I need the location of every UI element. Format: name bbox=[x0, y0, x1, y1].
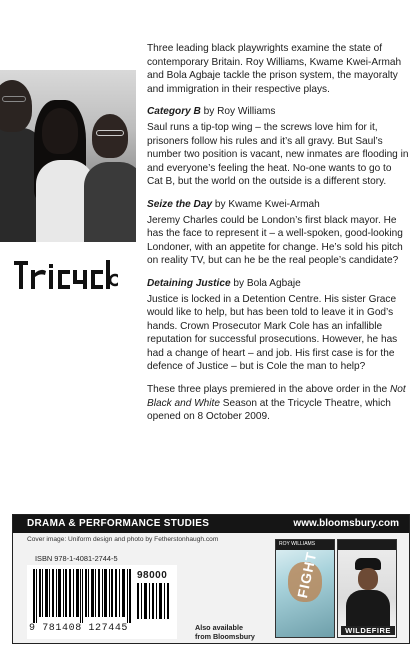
person-right-body bbox=[84, 162, 136, 242]
person-left-head bbox=[0, 80, 32, 132]
back-cover-text bbox=[147, 42, 409, 433]
isbn-label: ISBN 978-1-4081-2744-5 bbox=[35, 554, 118, 563]
play-author: by Roy Williams bbox=[200, 106, 276, 118]
play-blurb-category-b: Saul runs a tip-top wing – the screws love him for it, prisoners follow his rules and it’s all gravy. But Saul’s number two position is vacant, new inmates are flooding in and everyone’s feeling the heat. No-one wants to go to Cat B, but the world on the outside is a different story. bbox=[147, 121, 409, 188]
also-available-line2: from Bloomsbury bbox=[195, 632, 255, 641]
barcode-box bbox=[27, 565, 177, 639]
book-title: WILDEFIRE bbox=[341, 626, 395, 635]
glasses-left bbox=[2, 96, 26, 102]
person-right-head bbox=[92, 114, 128, 158]
book-top-bar bbox=[338, 540, 396, 550]
also-available-line1: Also available bbox=[195, 623, 243, 632]
play-heading-detaining-justice bbox=[147, 277, 409, 291]
price-barcode-icon bbox=[137, 583, 171, 619]
footer-band bbox=[12, 514, 410, 644]
book-illustration-body bbox=[346, 590, 390, 630]
play-heading-seize-the-day bbox=[147, 198, 409, 212]
premiere-after: Season at the Tricycle Theatre, which opened on 8 October 2009. bbox=[147, 397, 391, 423]
glasses-right bbox=[96, 130, 124, 136]
premiere-before: These three plays premiered in the above order in the bbox=[147, 384, 390, 396]
book-top-label: ROY WILLIAMS bbox=[279, 541, 316, 547]
play-blurb-seize-the-day: Jeremy Charles could be London’s first black mayor. He has the face to represent it – a well-spoken, good-looking Londoner, with an appetite for change. He’s sold his pitch on reality TV, but can he be the real people’s candidate? bbox=[147, 214, 403, 267]
cover-credit: Cover image: Uniform design and photo by Fetherstonhaugh.com bbox=[27, 536, 219, 543]
category-label: DRAMA & PERFORMANCE STUDIES bbox=[27, 518, 210, 529]
footer-bar bbox=[13, 515, 409, 533]
play-title: Detaining Justice bbox=[147, 277, 231, 289]
book-illustration-face bbox=[358, 568, 378, 590]
play-author: by Kwame Kwei-Armah bbox=[212, 198, 320, 210]
person-center-head bbox=[42, 108, 78, 154]
book-title: FIGHT bbox=[294, 550, 320, 600]
tricycle-logo bbox=[14, 258, 118, 292]
season-name: Not Black and White bbox=[147, 384, 406, 409]
ean-number: 9 781408 127445 bbox=[29, 623, 129, 634]
book-cover-wildefire[interactable] bbox=[337, 539, 397, 638]
play-author: by Bola Agbaje bbox=[230, 277, 301, 289]
book-top-bar bbox=[276, 540, 334, 550]
book-cover-fight[interactable] bbox=[275, 539, 335, 638]
price-code: 98000 bbox=[137, 570, 168, 581]
barcode-icon bbox=[33, 569, 133, 623]
play-title: Category B bbox=[147, 106, 201, 118]
also-available-label bbox=[195, 623, 255, 641]
cover-photo bbox=[0, 70, 136, 242]
intro-paragraph: Three leading black playwrights examine the state of contemporary Britain. Roy Williams, Kwame Kwei-Armah and Bola Agbaje tackle the prison system, the mayoralty and immigration in their respective plays. bbox=[147, 43, 402, 95]
play-heading-category-b bbox=[147, 105, 409, 119]
premiere-paragraph bbox=[147, 383, 409, 424]
website-link[interactable]: www.bloomsbury.com bbox=[293, 518, 399, 529]
play-blurb-detaining-justice: Justice is locked in a Detention Centre. His sister Grace would like to help, but has been told to leave it in God’s hands. Crown Prosecutor Mark Cole has an infallible reputation for successful prosecutions. However, he has had a change of heart – and job. His first case is for the defence of Justice – but is Cole the man to help? bbox=[147, 293, 398, 373]
play-title: Seize the Day bbox=[147, 198, 213, 210]
